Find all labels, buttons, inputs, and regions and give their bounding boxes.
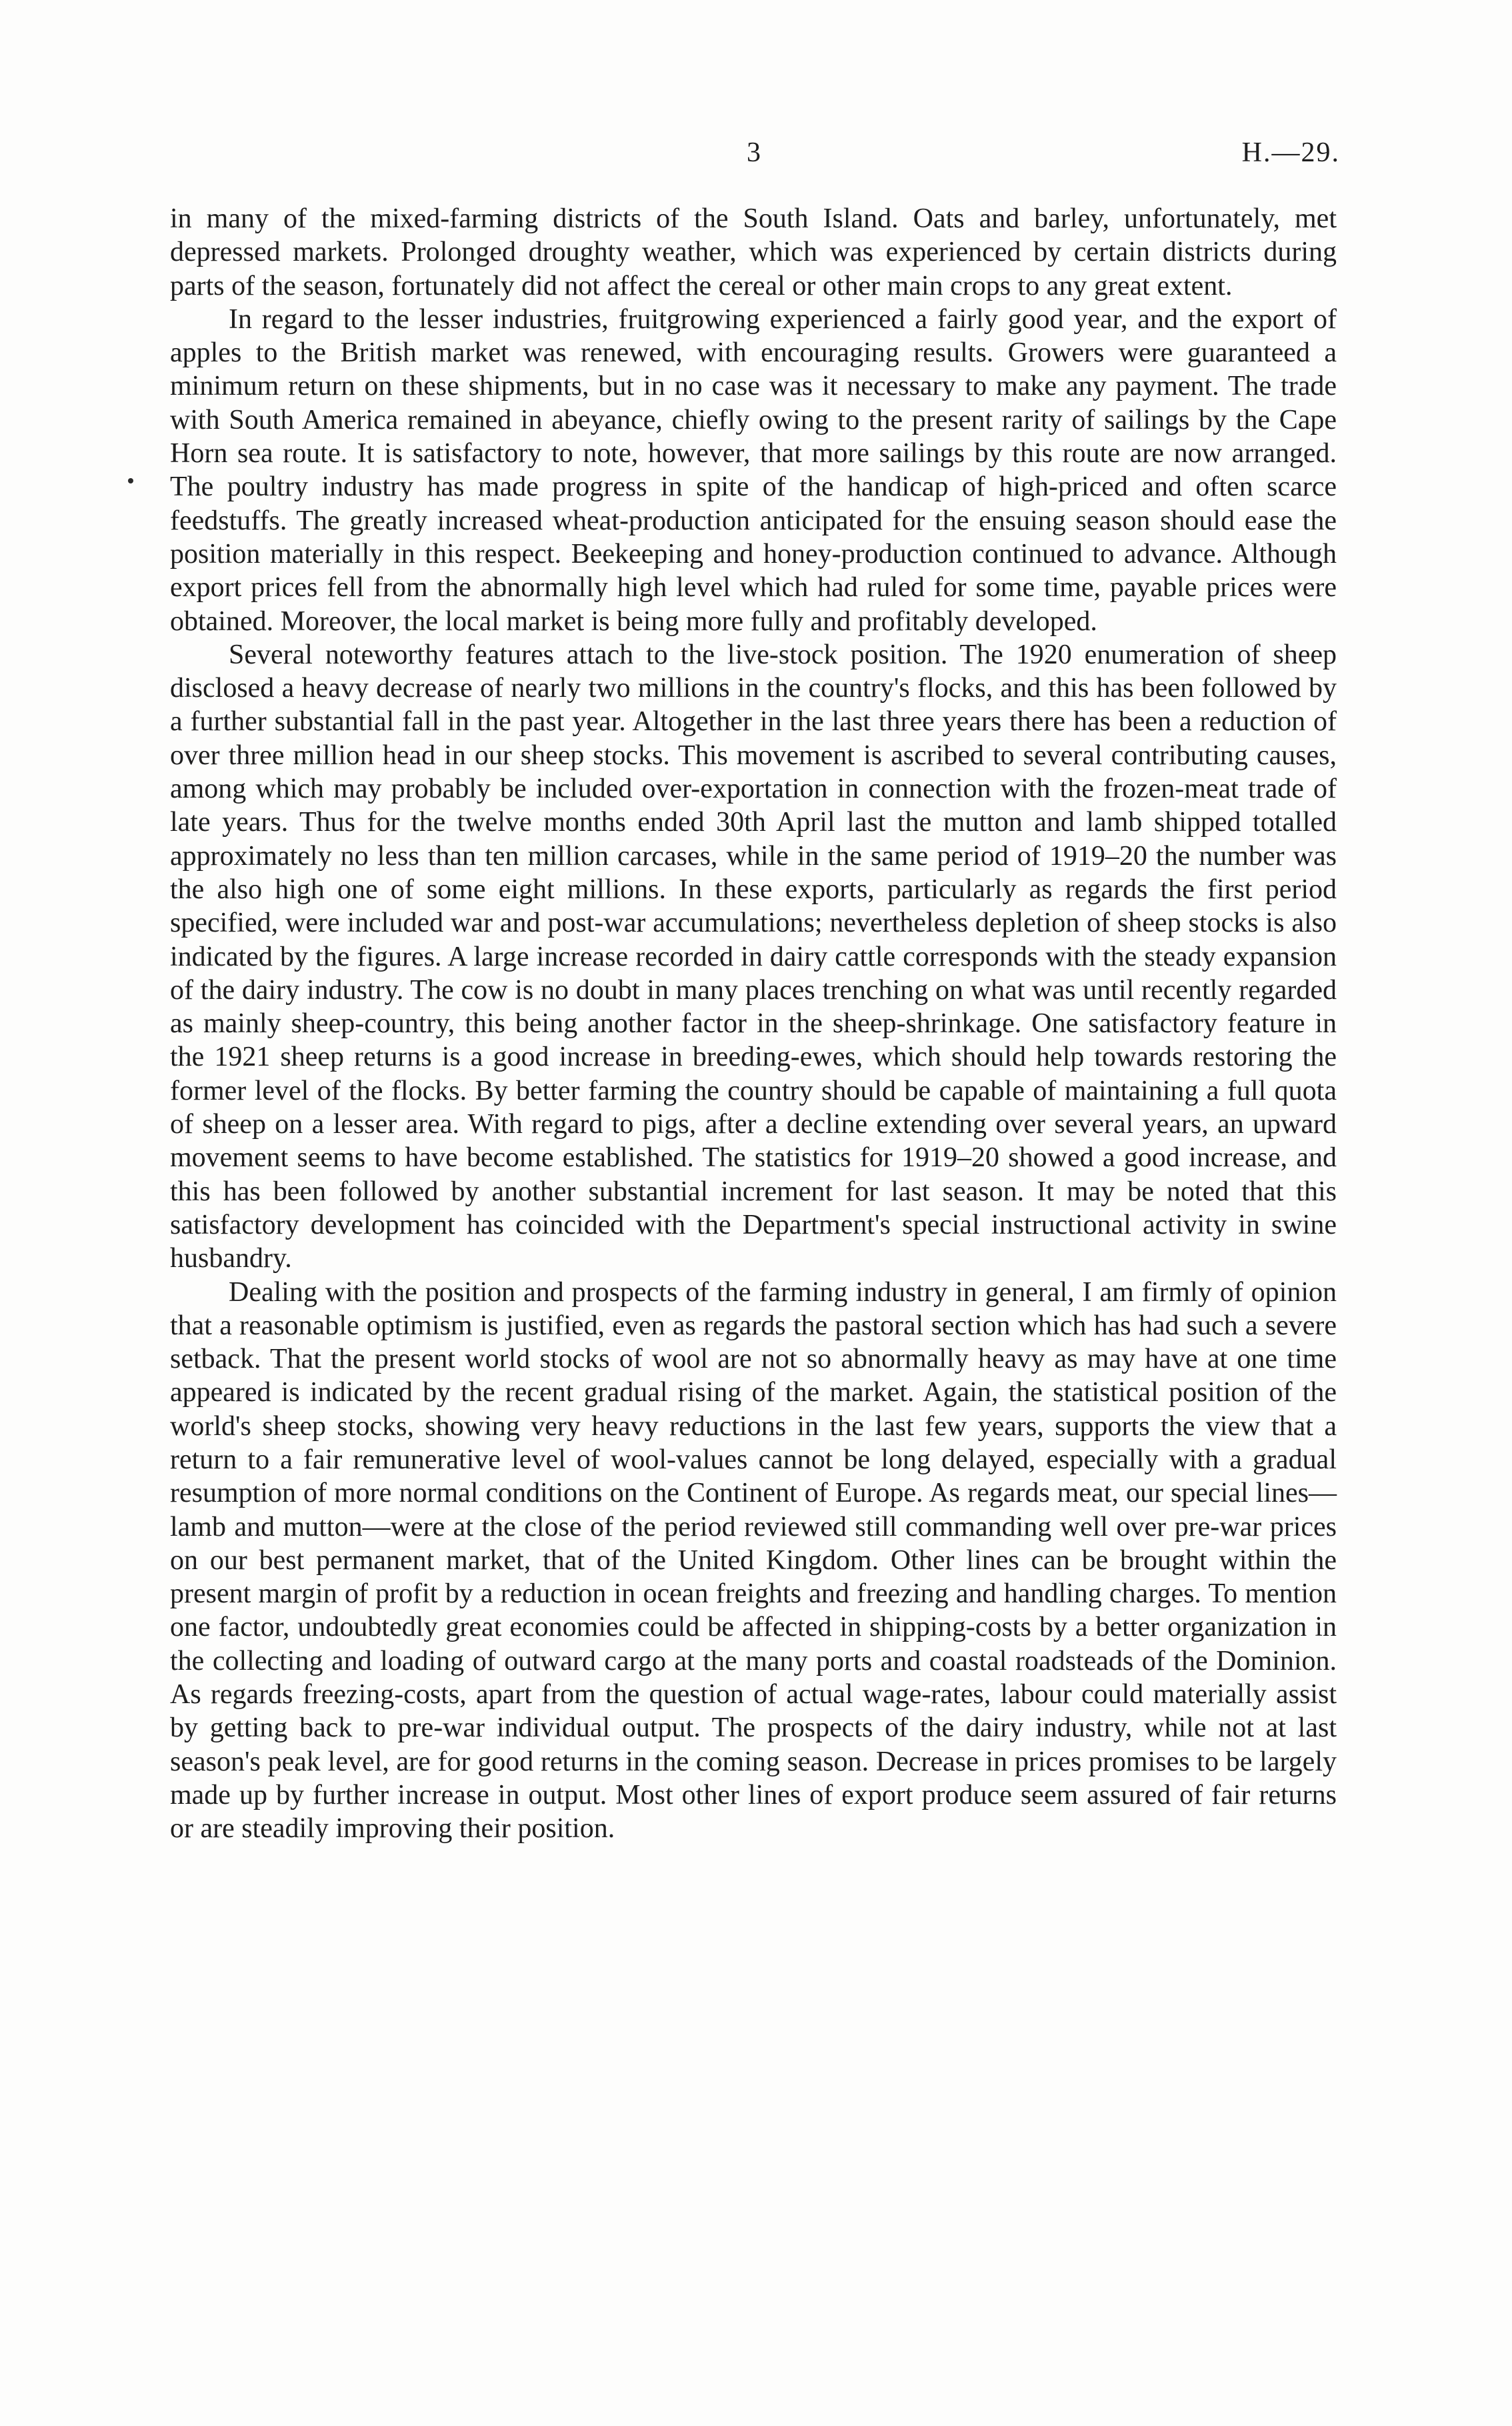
paragraph-cereal-crops: in many of the mixed-farming districts of the South Island. Oats and barley, unfortunately, met depressed markets. Prolonged droughty weather, which was experienced by certain districts during parts of the season, fortunately did not affect the cereal or other main crops to any great extent. xyxy=(170,203,1337,301)
paragraph-live-stock: Several noteworthy features attach to the live-stock position. The 1920 enumeration of sheep disclosed a heavy decrease of nearly two millions in the country's flocks, and this has been followed by a further substantial fall in the past year. Altogether in the last three years there has been a reduction of over three million head in our sheep stocks. This movement is ascribed to several contributing causes, among which may probably be included over-exportation in connection with the frozen-meat trade of late years. Thus for the twelve months ended 30th April last the mutton and lamb shipped totalled approximately no less than ten million carcases, while in the same period of 1919–20 the number was the also high one of some eight millions. In these exports, particularly as regards the first period specified, were included war and post-war accumulations; nevertheless depletion of sheep stocks is also indicated by the figures. A large increase recorded in dairy cattle corresponds with the steady expansion of the dairy industry. The cow is no doubt in many places trenching on what was until recently regarded as mainly sheep-country, this being another factor in the sheep-shrinkage. One satisfactory feature in the 1921 sheep returns is a good increase in breeding-ewes, which should help towards restoring the former level of the flocks. By better farming the country should be capable of maintaining a full quota of sheep on a lesser area. With regard to pigs, after a decline extending over several years, an upward movement seems to have become established. The statistics for 1919–20 showed a good increase, and this has been followed by another substantial increment for last season. It may be noted that this satisfactory development has coincided with the Department's special instructional activity in swine husbandry. xyxy=(170,639,1337,1274)
page-number: 3 xyxy=(747,137,761,168)
body-text xyxy=(170,202,1337,1846)
margin-dot-mark xyxy=(128,478,133,483)
paragraph-prospects: Dealing with the position and prospects of the farming industry in general, I am firmly of opinion that a reasonable optimism is justified, even as regards the pastoral section which has had such a severe setback. That the present world stocks of wool are not so abnormally heavy as may have at one time appeared is indicated by the recent gradual rising of the market. Again, the statistical position of the world's sheep stocks, showing very heavy reductions in the last few years, supports the view that a return to a fair remunerative level of wool-values cannot be long delayed, especially with a gradual resumption of more normal conditions on the Continent of Europe. As regards meat, our special lines—lamb and mutton—were at the close of the period reviewed still commanding well over pre-war prices on our best permanent market, that of the United Kingdom. Other lines can be brought within the present margin of profit by a reduction in ocean freights and freezing and handling charges. To mention one factor, undoubtedly great economies could be affected in shipping-costs by a better organization in the collecting and loading of outward cargo at the many ports and coastal roadsteads of the Dominion. As regards freezing-costs, apart from the question of actual wage-rates, labour could materially assist by getting back to pre-war individual output. The prospects of the dairy industry, while not at last season's peak level, are for good returns in the coming season. Decrease in prices promises to be largely made up by further increase in output. Most other lines of export produce seem assured of fair returns or are steadily improving their position. xyxy=(170,1276,1337,1845)
paragraph-lesser-industries: In regard to the lesser industries, fruitgrowing experienced a fairly good year, and the export of apples to the British market was renewed, with encouraging results. Growers were guaranteed a minimum return on these shipments, but in no case was it necessary to make any payment. The trade with South America remained in abeyance, chiefly owing to the present rarity of sailings by the Cape Horn sea route. It is satisfactory to note, however, that more sailings by this route are now arranged. The poultry industry has made progress in spite of the handicap of high-priced and often scarce feedstuffs. The greatly increased wheat-production anticipated for the ensuing season should ease the position materially in this respect. Beekeeping and honey-production continued to advance. Although export prices fell from the abnormally high level which had ruled for some time, payable prices were obtained. Moreover, the local market is being more fully and profitably developed. xyxy=(170,303,1337,637)
document-reference: H.—29. xyxy=(1241,137,1340,168)
